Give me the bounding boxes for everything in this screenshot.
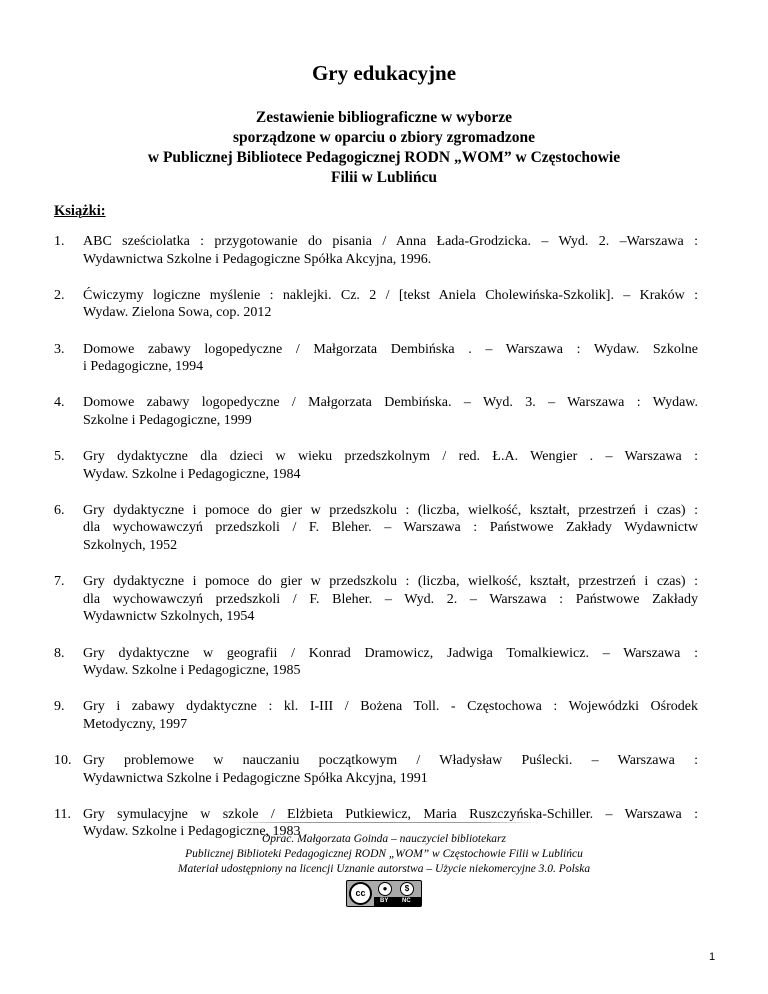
list-item-text-line: Gry dydaktyczne dla dzieci w wieku przedszkolnym / red. Ł.A. Wengier . – Warszawa : [83,449,698,465]
page-number: 1 [709,951,716,963]
subtitle-line: w Publicznej Bibliotece Pedagogicznej RODN „WOM” w Częstochowie [147,149,621,166]
list-item [54,448,698,483]
list-item [54,645,698,680]
list-item-number: 10. [54,753,72,769]
list-item-text-line: Gry dydaktyczne i pomoce do gier w przedszkolu : (liczba, wielkość, kształt, przestrzeń i czas) : [83,574,698,590]
list-item-number: 4. [54,395,65,411]
list-item [54,287,698,322]
list-item-text-line: dla wychowawczyń przedszkoli / F. Bleher. – Warszawa : Państwowe Zakłady Wydawnictw [83,520,698,536]
list-item [54,752,698,787]
list-item-text-line: Wydaw. Zielona Sowa, cop. 2012 [83,305,272,321]
list-item-number: 11. [54,806,71,822]
list-item-text-line: Szkolnych, 1952 [83,537,178,553]
noncommercial-icon: $ [400,882,414,896]
list-item-text-line: Szkolne i Pedagogiczne, 1999 [83,412,252,428]
list-item-number: 5. [54,449,65,465]
attribution-icon: ● [378,882,392,896]
license-nc-label: NC [402,898,411,904]
cc-icon: cc [349,882,372,905]
subtitle-line: sporządzone w oparciu o zbiory zgromadzone [232,129,536,146]
list-item-text-line: Ćwiczymy logiczne myślenie : naklejki. Cz. 2 / [tekst Aniela Cholewińska-Szkolik]. – Kraków : [83,287,698,303]
list-item-number: 2. [54,287,65,303]
list-item-text-line: Domowe zabawy logopedyczne / Małgorzata Dembińska . – Warszawa : Wydaw. Szkolne [83,341,698,357]
footer [80,832,688,877]
list-item-text-line: Gry dydaktyczne i pomoce do gier w przedszkolu : (liczba, wielkość, kształt, przestrzeń i czas) : [83,502,698,518]
list-item-text-line: Metodyczny, 1997 [83,716,188,732]
list-item-text-line: Wydawnictw Szkolnych, 1954 [83,609,255,625]
footer-line: Oprac. Małgorzata Goinda – nauczyciel bibliotekarz [261,833,507,845]
list-item-text-line: Gry problemowe w nauczaniu początkowym / Władysław Puślecki. – Warszawa : [83,753,698,769]
document-title: Gry edukacyjne [311,61,457,85]
list-item-text-line: Wydaw. Szkolne i Pedagogiczne, 1983 [83,824,301,840]
list-item-text-line: Wydawnictwa Szkolne i Pedagogiczne Spółka Akcyjna, 1991 [83,770,428,786]
list-item-text-line: dla wychowawczyń przedszkoli / F. Bleher. – Wyd. 2. – Warszawa : Państwowe Zakłady [83,591,698,607]
list-item-text-line: Wydaw. Szkolne i Pedagogiczne, 1985 [83,663,301,679]
list-item-text-line: i Pedagogiczne, 1994 [83,359,204,375]
list-item-text-line: Gry i zabawy dydaktyczne : kl. I-III / Bożena Toll. - Częstochowa : Wojewódzki Ośrodek [83,699,698,715]
subtitle-line: Zestawienie bibliograficzne w wyborze [255,109,513,126]
license-by-label: BY [380,898,389,904]
list-item-number: 1. [54,234,65,249]
subtitle-line: Filii w Lublińcu [331,169,437,186]
list-item [54,698,698,733]
list-item-number: 7. [54,574,65,590]
list-item [54,502,698,555]
list-item [54,341,698,376]
list-item-text-line: Gry dydaktyczne w geografii / Konrad Dramowicz, Jadwiga Tomalkiewicz. – Warszawa : [83,645,698,661]
list-item-text-line: Wydaw. Szkolne i Pedagogiczne, 1984 [83,466,301,482]
list-item-text-line: ABC sześciolatka : przygotowanie do pisania / Anna Łada-Grodzicka. – Wyd. 2. –Warszawa : [83,234,698,249]
list-item [54,573,698,626]
list-item-number: 6. [54,502,65,518]
list-item [54,394,698,429]
list-item-number: 8. [54,645,65,661]
section-heading: Książki: [54,203,106,219]
list-item-text-line: Wydawnictwa Szkolne i Pedagogiczne Spółka Akcyjna, 1996. [83,251,432,267]
footer-divider [232,822,538,823]
footer-line: Publicznej Biblioteki Pedagogicznej RODN „WOM” w Częstochowie Filii w Lublińcu [185,848,583,860]
document-subtitle [90,108,678,188]
list-item-number: 9. [54,699,65,715]
list-item [54,233,698,268]
list-item-text-line: Domowe zabawy logopedyczne / Małgorzata Dembińska. – Wyd. 3. – Warszawa : Wydaw. [83,395,698,411]
bibliography-list [54,233,698,860]
cc-license-badge [346,880,422,907]
list-item-number: 3. [54,341,65,357]
list-item-text-line: Gry symulacyjne w szkole / Elżbieta Putkiewicz, Maria Ruszczyńska-Schiller. – Warszawa : [83,806,698,822]
footer-line: Materiał udostępniony na licencji Uznanie autorstwa – Użycie niekomercyjne 3.0. Polska [177,863,591,875]
